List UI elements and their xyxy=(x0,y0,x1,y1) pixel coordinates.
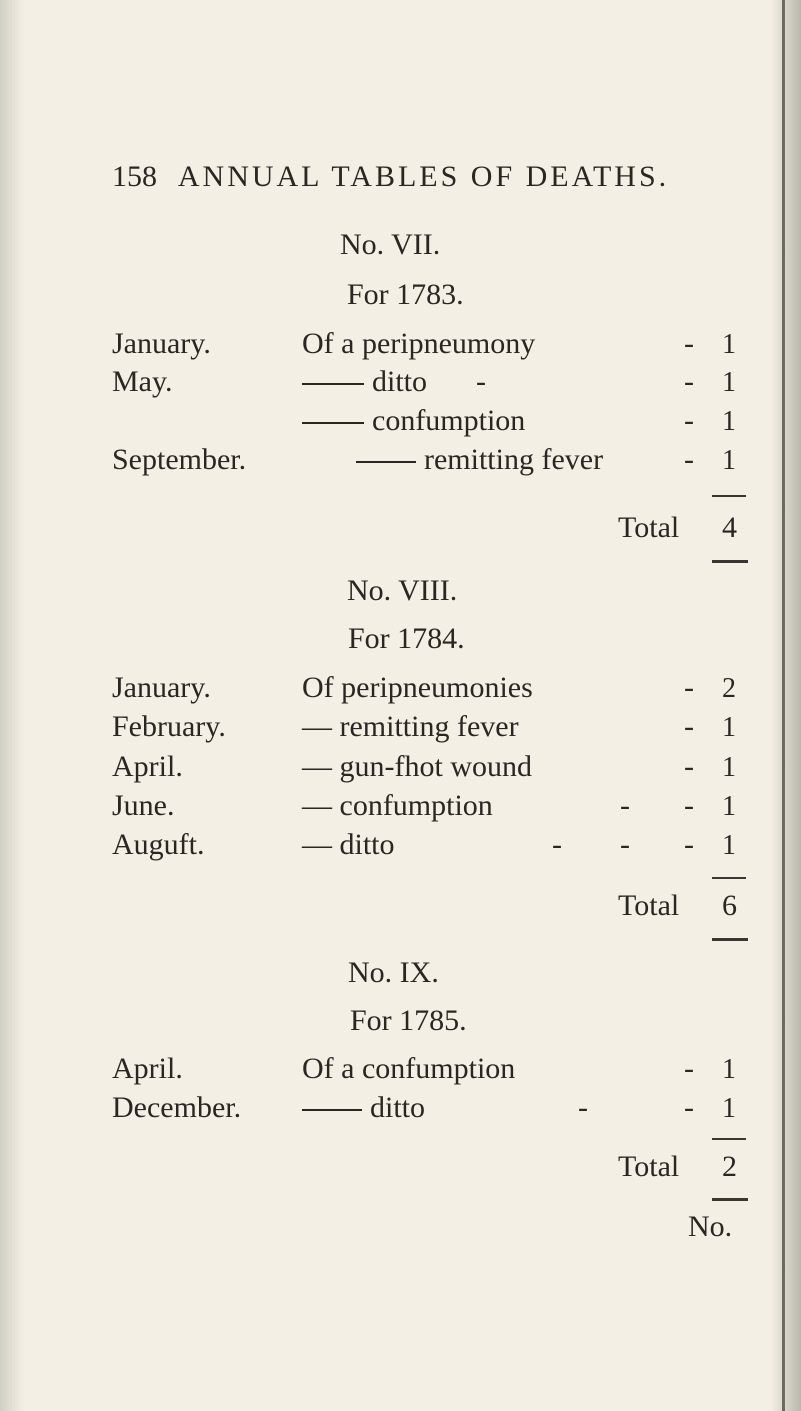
row-cause: remitting fever xyxy=(424,443,604,476)
row-dash: - xyxy=(684,671,694,704)
row-dash: - xyxy=(620,828,630,861)
row-month: May. xyxy=(112,365,173,398)
row-dash: - xyxy=(684,1091,694,1124)
section-year: For 1784. xyxy=(348,622,465,655)
row-cause: Of a confumption xyxy=(302,1052,516,1085)
row-cause-line xyxy=(356,443,603,477)
row-dash: - xyxy=(684,710,694,743)
row-month: September. xyxy=(112,443,247,476)
total-value: 2 xyxy=(722,1150,737,1183)
row-count: 1 xyxy=(722,752,736,783)
row-dash: - xyxy=(684,443,694,476)
row-count: 1 xyxy=(722,445,736,476)
row-cause: — ditto xyxy=(302,828,395,861)
section-number: No. IX. xyxy=(348,956,439,989)
row-month: January. xyxy=(112,671,211,704)
page-edge-shadow xyxy=(771,0,801,1411)
total-rule xyxy=(712,938,748,941)
row-cause-line xyxy=(302,365,427,399)
row-cause-line xyxy=(302,404,525,438)
row-dash: - xyxy=(684,750,694,783)
row-month: February. xyxy=(112,710,226,743)
row-dash: - xyxy=(684,404,694,437)
row-dash: - xyxy=(684,828,694,861)
row-cause: Of peripneumonies xyxy=(302,671,533,704)
row-month: January. xyxy=(112,327,211,360)
row-dash: - xyxy=(684,789,694,822)
running-header xyxy=(112,160,669,194)
row-cause: — gun-fhot wound xyxy=(302,750,532,783)
row-count: 2 xyxy=(722,673,736,704)
page-gutter-shadow xyxy=(0,0,24,1411)
total-label: Total xyxy=(618,1150,680,1183)
row-month: June. xyxy=(112,789,175,822)
row-month: December. xyxy=(112,1091,242,1124)
row-month: April. xyxy=(112,750,183,783)
section-number: No. VII. xyxy=(340,228,441,261)
page-number: 158 xyxy=(112,160,157,193)
total-value: 6 xyxy=(722,889,737,922)
row-dash: - xyxy=(552,828,562,861)
row-month: Auguft. xyxy=(112,828,205,861)
section-number: No. VIII. xyxy=(347,574,458,607)
row-dash: - xyxy=(476,365,486,398)
sum-rule xyxy=(712,1138,746,1140)
row-cause-line xyxy=(302,1091,425,1125)
section-year: For 1783. xyxy=(347,278,464,311)
section-year: For 1785. xyxy=(350,1004,467,1037)
row-count: 1 xyxy=(722,830,736,861)
row-count: 1 xyxy=(722,329,736,360)
total-label: Total xyxy=(618,511,680,544)
row-cause: — confumption xyxy=(302,789,493,822)
row-dash: - xyxy=(620,789,630,822)
row-month: April. xyxy=(112,1052,183,1085)
page-edge-line xyxy=(782,0,785,1411)
catchword: No. xyxy=(688,1210,733,1243)
row-dash: - xyxy=(684,1052,694,1085)
sum-rule xyxy=(712,495,746,497)
row-cause: ditto xyxy=(372,365,428,398)
header-title: ANNUAL TABLES OF DEATHS. xyxy=(177,160,670,193)
row-cause: — remitting fever xyxy=(302,710,519,743)
row-count: 1 xyxy=(722,406,736,437)
row-count: 1 xyxy=(722,1054,736,1085)
row-count: 1 xyxy=(722,712,736,743)
row-cause: confumption xyxy=(372,404,526,437)
row-count: 1 xyxy=(722,791,736,822)
row-count: 1 xyxy=(722,367,736,398)
row-count: 1 xyxy=(722,1093,736,1124)
total-rule xyxy=(712,1198,748,1201)
total-value: 4 xyxy=(722,511,737,544)
row-dash: - xyxy=(684,327,694,360)
total-label: Total xyxy=(618,889,680,922)
total-rule xyxy=(712,560,748,563)
sum-rule xyxy=(712,877,746,879)
row-dash: - xyxy=(684,365,694,398)
row-cause: Of a peripneumony xyxy=(302,327,536,360)
row-dash: - xyxy=(578,1091,588,1124)
row-cause: ditto xyxy=(370,1091,426,1124)
